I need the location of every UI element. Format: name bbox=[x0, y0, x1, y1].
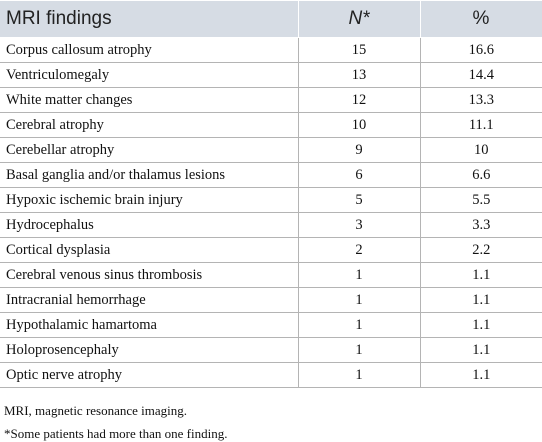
percent-cell: 11.1 bbox=[420, 113, 542, 138]
finding-cell: Cerebral venous sinus thrombosis bbox=[0, 263, 298, 288]
table-row bbox=[0, 188, 542, 213]
finding-cell: Basal ganglia and/or thalamus lesions bbox=[0, 163, 298, 188]
finding-cell: Ventriculomegaly bbox=[0, 63, 298, 88]
abbreviation-footnote: MRI, magnetic resonance imaging. bbox=[4, 403, 188, 418]
table-row bbox=[0, 288, 542, 313]
finding-cell: Holoprosencephaly bbox=[0, 338, 298, 363]
percent-cell: 6.6 bbox=[420, 163, 542, 188]
header-mri-findings: MRI findings bbox=[0, 1, 298, 38]
percent-cell: 10 bbox=[420, 138, 542, 163]
table-row bbox=[0, 338, 542, 363]
percent-cell: 1.1 bbox=[420, 363, 542, 388]
count-cell: 1 bbox=[298, 363, 420, 388]
finding-cell: Hydrocephalus bbox=[0, 213, 298, 238]
percent-cell: 2.2 bbox=[420, 238, 542, 263]
table-row bbox=[0, 38, 542, 63]
count-cell: 1 bbox=[298, 338, 420, 363]
table-row bbox=[0, 163, 542, 188]
header-percent: % bbox=[420, 1, 542, 38]
table-row bbox=[0, 263, 542, 288]
count-cell: 15 bbox=[298, 38, 420, 63]
table-header-row bbox=[0, 1, 542, 38]
percent-cell: 1.1 bbox=[420, 288, 542, 313]
count-cell: 13 bbox=[298, 63, 420, 88]
table-row bbox=[0, 138, 542, 163]
finding-cell: Hypothalamic hamartoma bbox=[0, 313, 298, 338]
count-cell: 3 bbox=[298, 213, 420, 238]
finding-cell: White matter changes bbox=[0, 88, 298, 113]
percent-cell: 16.6 bbox=[420, 38, 542, 63]
percent-cell: 13.3 bbox=[420, 88, 542, 113]
percent-cell: 1.1 bbox=[420, 313, 542, 338]
finding-cell: Intracranial hemorrhage bbox=[0, 288, 298, 313]
finding-cell: Cerebral atrophy bbox=[0, 113, 298, 138]
count-cell: 9 bbox=[298, 138, 420, 163]
percent-cell: 3.3 bbox=[420, 213, 542, 238]
finding-cell: Cortical dysplasia bbox=[0, 238, 298, 263]
count-cell: 10 bbox=[298, 113, 420, 138]
table-body bbox=[0, 38, 542, 388]
count-cell: 1 bbox=[298, 313, 420, 338]
finding-cell: Cerebellar atrophy bbox=[0, 138, 298, 163]
table-row bbox=[0, 363, 542, 388]
table-footnotes bbox=[0, 403, 542, 442]
asterisk-footnote: *Some patients had more than one finding. bbox=[4, 426, 228, 441]
count-cell: 1 bbox=[298, 288, 420, 313]
table-row bbox=[0, 313, 542, 338]
finding-cell: Corpus callosum atrophy bbox=[0, 38, 298, 63]
table-row bbox=[0, 63, 542, 88]
count-cell: 12 bbox=[298, 88, 420, 113]
finding-cell: Hypoxic ischemic brain injury bbox=[0, 188, 298, 213]
percent-cell: 14.4 bbox=[420, 63, 542, 88]
finding-cell: Optic nerve atrophy bbox=[0, 363, 298, 388]
count-cell: 5 bbox=[298, 188, 420, 213]
table-row bbox=[0, 88, 542, 113]
count-cell: 2 bbox=[298, 238, 420, 263]
percent-cell: 1.1 bbox=[420, 338, 542, 363]
percent-cell: 1.1 bbox=[420, 263, 542, 288]
header-n: N* bbox=[298, 1, 420, 38]
table-row bbox=[0, 238, 542, 263]
percent-cell: 5.5 bbox=[420, 188, 542, 213]
table-row bbox=[0, 213, 542, 238]
table-row bbox=[0, 113, 542, 138]
count-cell: 6 bbox=[298, 163, 420, 188]
count-cell: 1 bbox=[298, 263, 420, 288]
